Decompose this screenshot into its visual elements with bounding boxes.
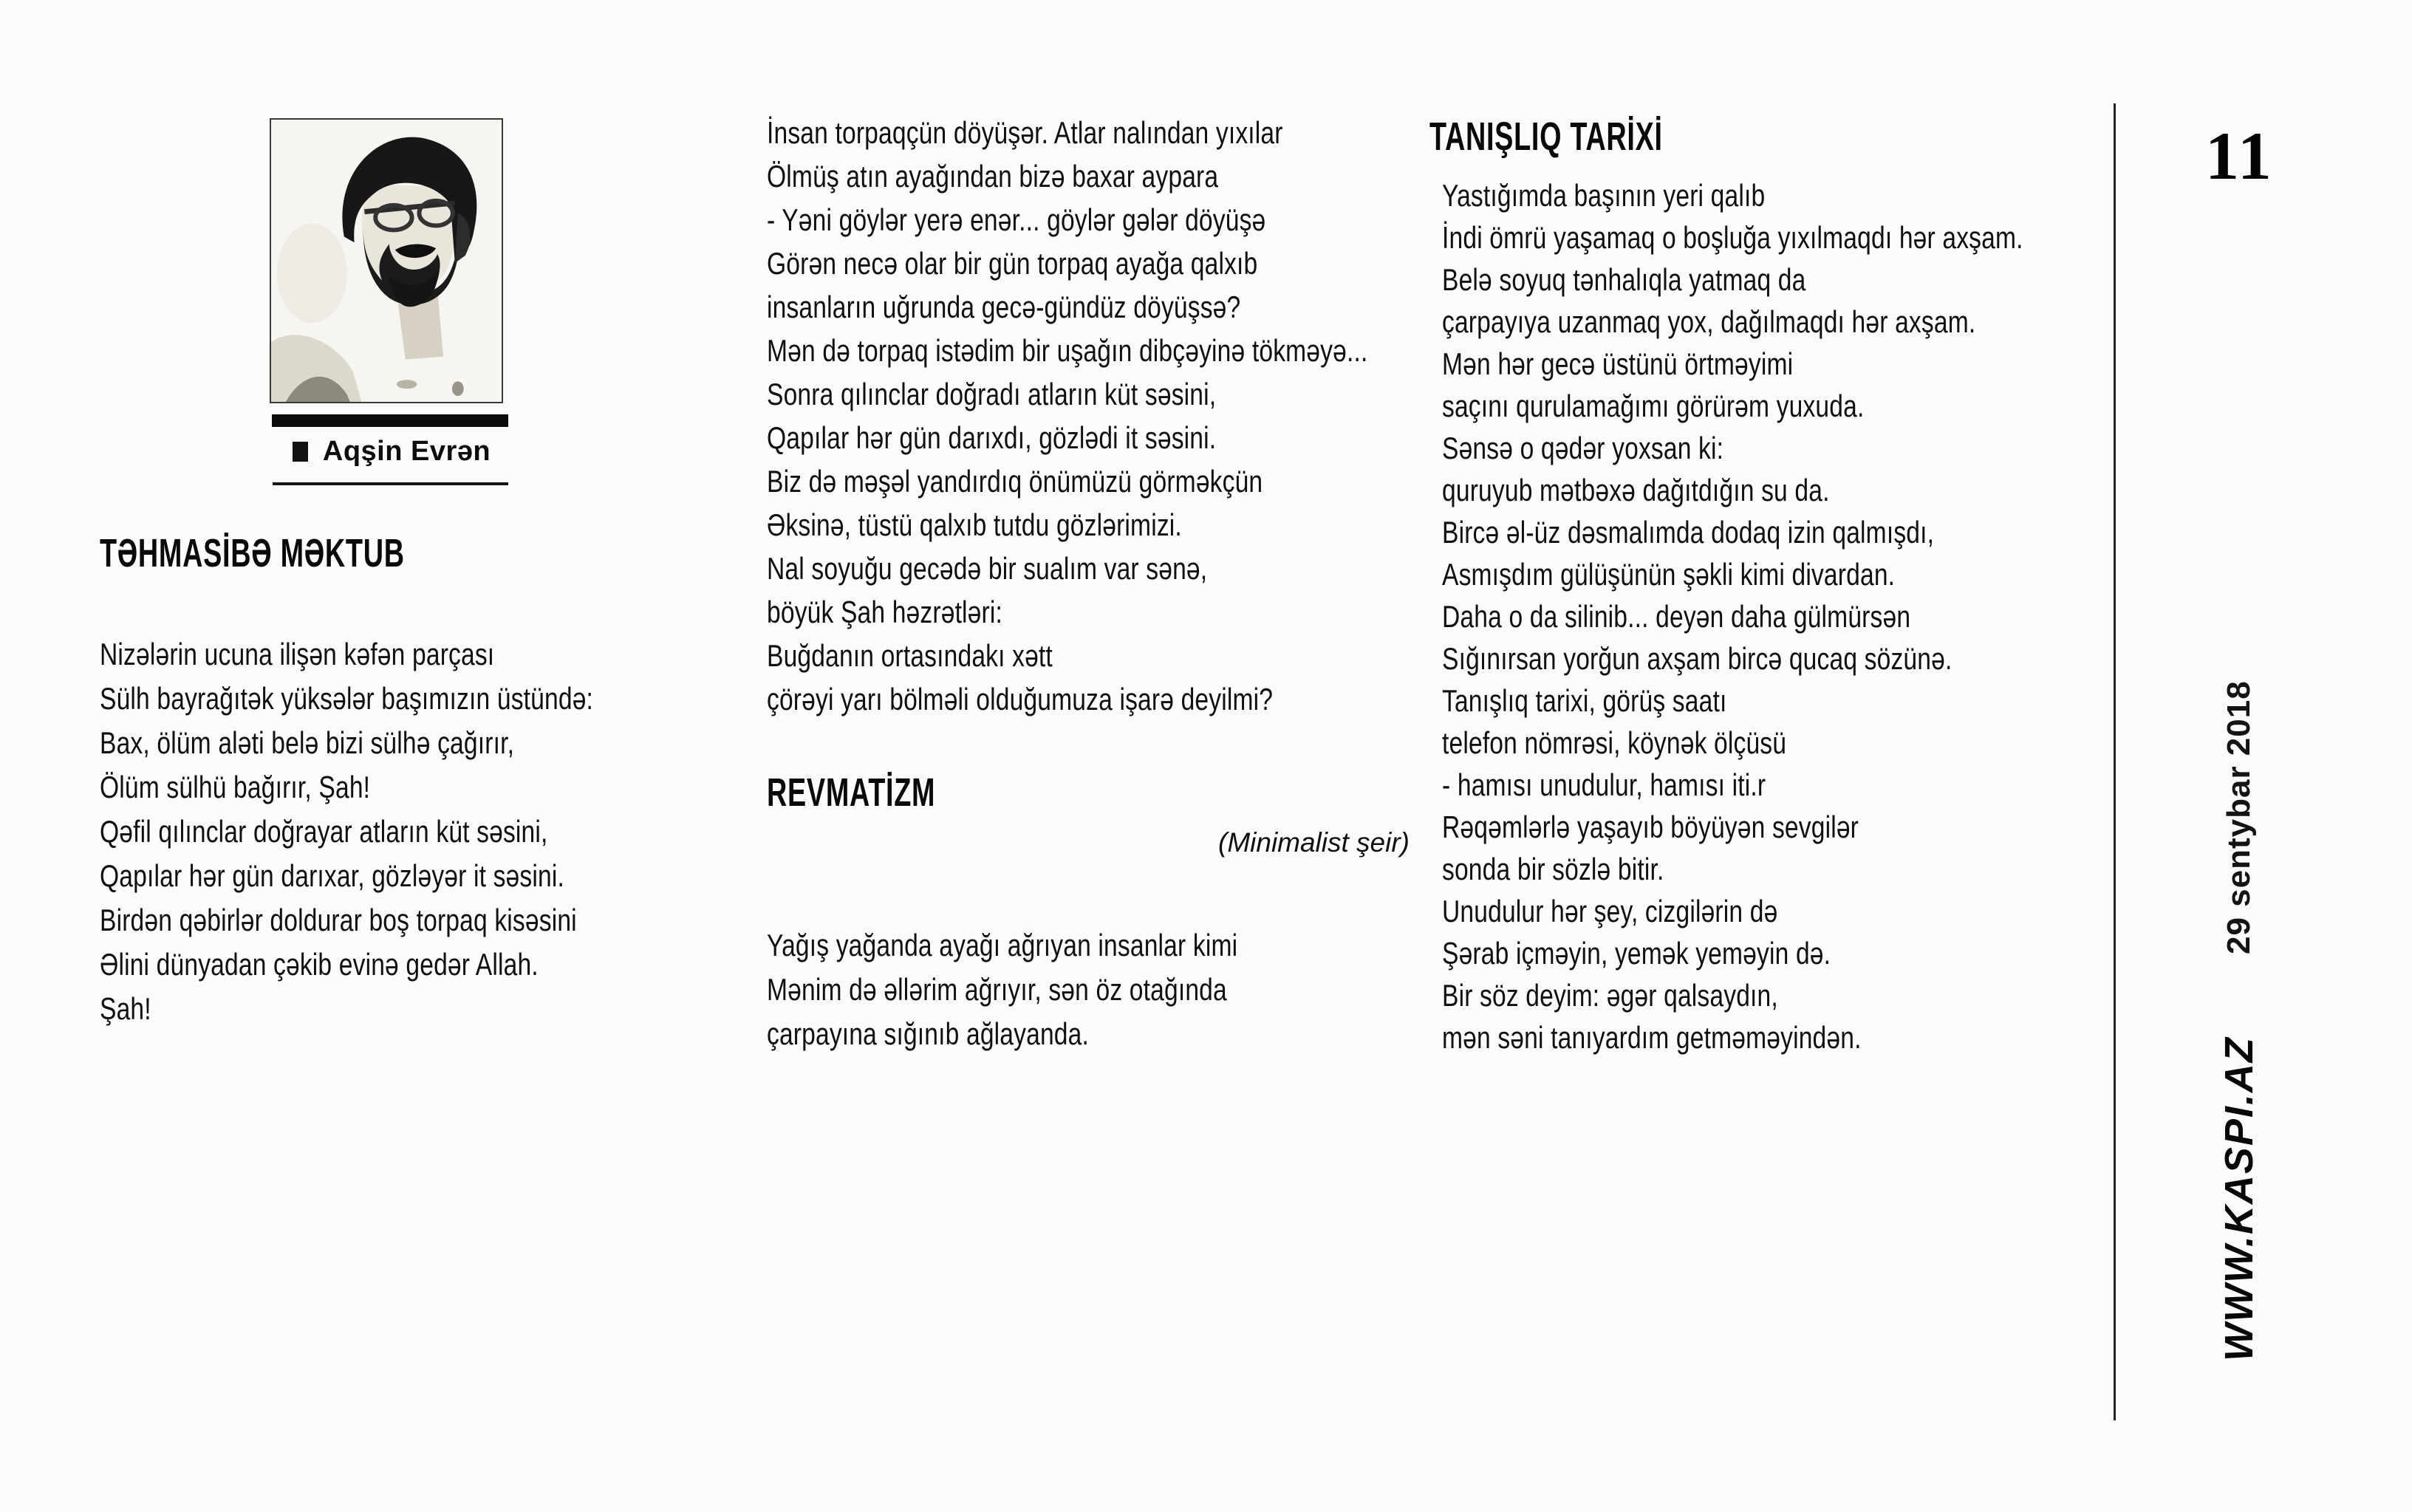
poem-line: mən səni tanıyardım getməməyindən. xyxy=(1442,1020,1862,1055)
poem-line: Şərab içməyin, yemək yeməyin də. xyxy=(1442,936,1831,971)
caption-bullet-square xyxy=(293,442,308,462)
poem-line: Sonra qılınclar doğradı atların küt səsini, xyxy=(767,377,1217,411)
photo-underline-bar xyxy=(272,414,508,427)
poem-line: Tanışlıq tarixi, görüş saatı xyxy=(1442,683,1727,718)
poem-line: - hamısı unudulur, hamısı iti.r xyxy=(1442,767,1766,802)
poem-line: Mən hər gecə üstünü örtməyimi xyxy=(1442,346,1794,381)
poem-line: Sığınırsan yorğun axşam bircə qucaq sözünə. xyxy=(1442,641,1953,676)
poem-line: insanların uğrunda gecə-gündüz döyüşsə? xyxy=(767,290,1241,324)
author-name: Aqşin Evrən xyxy=(322,435,491,467)
poem-line: Yağış yağanda ayağı ağrıyan insanlar kimi xyxy=(767,928,1238,962)
poem-line: Asmışdım gülüşünün şəkli kimi divardan. xyxy=(1442,557,1896,592)
poem-line: Bir söz deyim: əgər qalsaydın, xyxy=(1442,978,1778,1013)
poem-letter-column2 xyxy=(767,111,1367,721)
poem-line: Daha o da silinib... deyən daha gülmürsən xyxy=(1442,599,1911,634)
poem-line: Yastığımda başının yeri qalıb xyxy=(1442,178,1766,213)
author-portrait-illustration xyxy=(271,120,502,402)
poem-line: telefon nömrəsi, köynək ölçüsü xyxy=(1442,725,1787,760)
poem-line: Ölüm sülhü bağırır, Şah! xyxy=(100,770,371,804)
page-number: 11 xyxy=(2205,118,2274,194)
poem-line: sonda bir sözlə bitir. xyxy=(1442,852,1664,886)
poem-line: - Yəni göylər yerə enər... göylər gələr döyüşə xyxy=(767,202,1266,237)
caption-rule xyxy=(273,482,508,485)
poem-line: Əlini dünyadan çəkib evinə gedər Allah. xyxy=(100,947,539,982)
poem-line: çörəyi yarı bölməli olduğumuza işarə deyilmi? xyxy=(767,682,1274,716)
author-photo xyxy=(270,118,503,403)
poem-line: Buğdanın ortasındakı xətt xyxy=(767,638,1053,673)
poem-line: Şah! xyxy=(100,991,151,1026)
poem-revmatizm-lines xyxy=(767,923,1237,1056)
poem-line: quruyub mətbəxə dağıtdığın su da. xyxy=(1442,473,1830,507)
poem-line: Rəqəmlərlə yaşayıb böyüyən sevgilər xyxy=(1442,810,1859,844)
poem-letter-title: TƏHMASİBƏ MƏKTUB xyxy=(100,531,405,575)
poem-line: İndi ömrü yaşamaq o boşluğa yıxılmaqdı hər axşam. xyxy=(1442,220,2023,255)
poem-tanishliq-title: TANIŞLIQ TARİXİ xyxy=(1429,114,1663,159)
poem-line: Qəfil qılınclar doğrayar atların küt səsini, xyxy=(100,814,548,849)
poem-line: İnsan torpaqçün döyüşər. Atlar nalından yıxılar xyxy=(767,115,1283,150)
author-caption xyxy=(275,436,508,467)
poem-line: Mənim də əllərim ağrıyır, sən öz otağında xyxy=(767,972,1227,1007)
poem-line: Qapılar hər gün darıxar, gözləyər it səsini. xyxy=(100,858,564,893)
poem-line: Ölmüş atın ayağından bizə baxar aypara xyxy=(767,159,1219,194)
poem-revmatizm-title: REVMATİZM xyxy=(767,770,936,815)
poem-line: Qapılar hər gün darıxdı, gözlədi it səsini. xyxy=(767,420,1217,455)
poem-line: Əksinə, tüstü qalxıb tutdu gözlərimizi. xyxy=(767,507,1182,542)
poem-letter-column1 xyxy=(100,632,593,1031)
poem-line: Mən də torpaq istədim bir uşağın dibçəyinə tökməyə... xyxy=(767,333,1368,368)
poem-line: Sənsə o qədər yoxsan ki: xyxy=(1442,431,1724,465)
poem-line: Biz də məşəl yandırdıq önümüzü görməkçün xyxy=(767,464,1263,499)
website-vertical: WWW.KASPI.AZ xyxy=(2217,1036,2261,1361)
poem-line: Nal soyuğu gecədə bir sualım var sənə, xyxy=(767,551,1208,586)
issue-date-vertical: 29 sentybar 2018 xyxy=(2221,680,2257,954)
poem-line: Bax, ölüm aləti belə bizi sülhə çağırır, xyxy=(100,725,515,760)
poem-line: Belə soyuq tənhalıqla yatmaq da xyxy=(1442,262,1806,297)
poem-line: Sülh bayrağıtək yüksələr başımızın üstündə: xyxy=(100,681,594,716)
poem-line: çarpayıya uzanmaq yox, dağılmaqdı hər axşam. xyxy=(1442,304,1976,339)
poem-line: Birdən qəbirlər doldurar boş torpaq kisəsini xyxy=(100,903,577,937)
poem-line: Bircə əl-üz dəsmalımda dodaq izin qalmışdı, xyxy=(1442,515,1935,550)
poem-line: Unudulur hər şey, cizgilərin də xyxy=(1442,894,1778,928)
column-separator-line xyxy=(2114,103,2116,1420)
poem-line: Nizələrin ucuna ilişən kəfən parçası xyxy=(100,637,495,671)
poem-line: böyük Şah həzrətləri: xyxy=(767,595,1002,629)
poem-tanishliq-lines xyxy=(1442,174,2023,1058)
poem-revmatizm-subtitle: (Minimalist şeir) xyxy=(1218,827,1410,858)
poem-line: saçını qurulamağımı görürəm yuxuda. xyxy=(1442,389,1865,423)
poem-line: Görən necə olar bir gün torpaq ayağa qalxıb xyxy=(767,246,1258,281)
poem-line: çarpayına sığınıb ağlayanda. xyxy=(767,1016,1089,1051)
